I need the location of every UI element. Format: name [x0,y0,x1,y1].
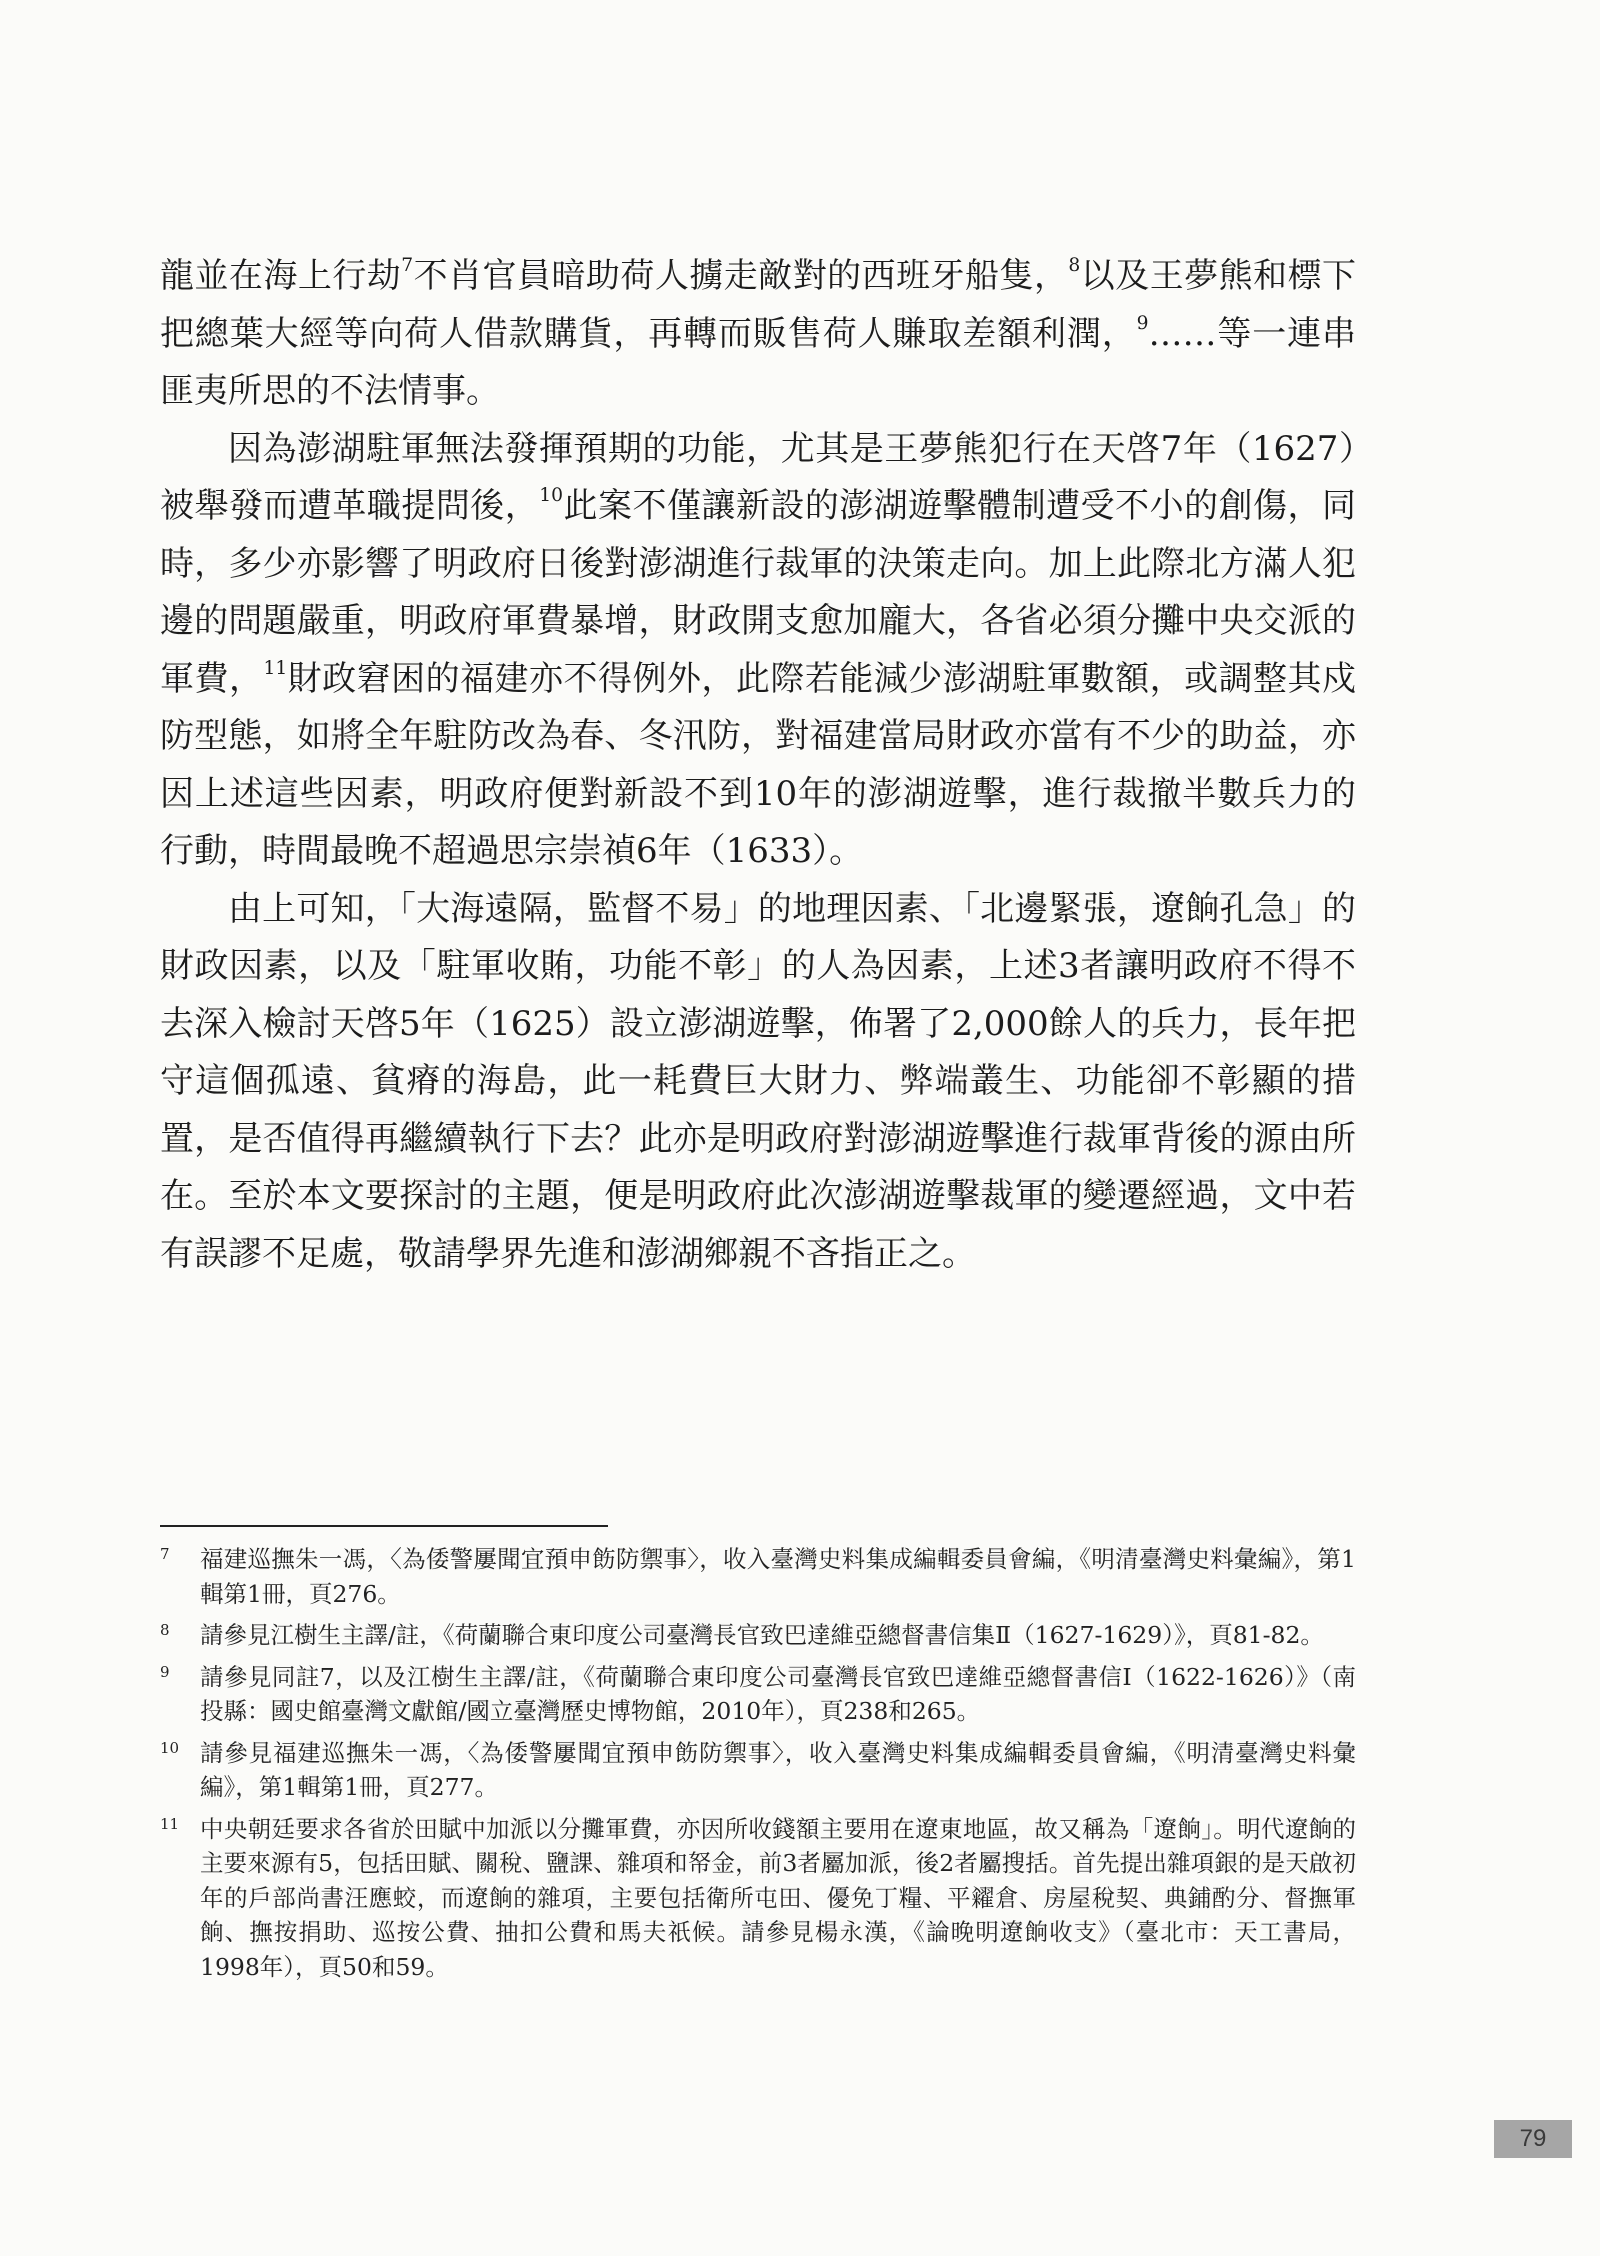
footnote-11 [160,1812,1356,1985]
footnote-ref: 8 [1068,255,1081,277]
footnote-separator [160,1525,608,1527]
footnote-text: 請參見福建巡撫朱一馮，〈為倭警屢聞宜預申飭防禦事〉，收入臺灣史料集成編輯委員會編，《明清臺灣史料彙編》，第1輯第1冊，頁277。 [200,1738,1356,1801]
footnote-number: 11 [160,1814,180,1833]
footnote-8 [160,1618,1356,1653]
footnotes [160,1542,1356,1991]
page-number: 79 [1494,2120,1572,2158]
paragraph-2 [160,421,1356,881]
text-run: 以及王夢熊和標下把總葉大經等向荷人借款購貨，再轉而販售荷人賺取差額利潤， [160,256,1357,354]
footnote-number: 10 [160,1738,180,1757]
footnote-10 [160,1736,1356,1805]
footnote-ref: 10 [539,485,564,507]
paragraph-1 [160,248,1356,421]
text-run: 龍並在海上行劫 [160,256,402,296]
text-run: 不肖官員暗助荷人擄走敵對的西班牙船隻， [413,256,1069,296]
paragraph-3: 由上可知，「大海遠隔，監督不易」的地理因素、「北邊緊張，遼餉孔急」的財政因素，以及「駐軍收賄，功能不彰」的人為因素，上述3者讓明政府不得不去深入檢討天啓5年（1625）設立澎湖遊擊，佈署了2,000餘人的兵力，長年把守這個孤遠、貧瘠的海島，此一耗費巨大財力、弊端叢生、功能卻不彰顯的措置，是否值得再繼續執行下去？此亦是明政府對澎湖遊擊進行裁軍背後的源由所在。至於本文要探討的主題，便是明政府此次澎湖遊擊裁軍的變遷經過，文中若有誤謬不足處，敬請學界先進和澎湖鄉親不吝指正之。 [160,888,1356,1274]
footnote-text: 請參見江樹生主譯/註，《荷蘭聯合東印度公司臺灣長官致巴達維亞總督書信集Ⅱ（1627-1629）》，頁81-82。 [200,1621,1324,1649]
text-run: 因為澎湖駐軍無法發揮預期的功能，尤其是王夢熊犯行在天啓7年（1627）被舉發而遭革職提問後， [160,428,1356,526]
footnote-ref: 9 [1136,312,1149,334]
footnote-ref: 7 [401,255,414,277]
footnote-number: 7 [160,1545,170,1563]
main-text [160,248,1356,1283]
text-run: ……等一連串匪夷所思的不法情事。 [160,313,1356,411]
footnote-text: 請參見同註7，以及江樹生主譯/註，《荷蘭聯合東印度公司臺灣長官致巴達維亞總督書信Ⅰ（1622-1626）》（南投縣：國史館臺灣文獻館/國立臺灣歷史博物館，2010年），頁238和265。 [200,1662,1356,1725]
footnote-number: 9 [160,1662,170,1681]
footnote-number: 8 [160,1621,170,1639]
footnote-text: 中央朝廷要求各省於田賦中加派以分攤軍費，亦因所收錢額主要用在遼東地區，故又稱為「遼餉」。明代遼餉的主要來源有5，包括田賦、關稅、鹽課、雜項和帑金，前3者屬加派，後2者屬搜括。首先提出雜項銀的是天啟初年的戶部尚書汪應蛟，而遼餉的雜項，主要包括衛所屯田、優免丁糧、平糴倉、房屋稅契、典鋪酌分、督撫軍餉、撫按捐助、巡按公費、抽扣公費和馬夫祇候。請參見楊永漢，《論晚明遼餉收支》（臺北市：天工書局，1998年），頁50和59。 [200,1814,1356,1981]
text-run: 此案不僅讓新設的澎湖遊擊體制遭受不小的創傷，同時，多少亦影響了明政府日後對澎湖進行裁軍的決策走向。加上此際北方滿人犯邊的問題嚴重，明政府軍費暴增，財政開支愈加龐大，各省必須分攤中央交派的軍費， [160,486,1357,699]
footnote-ref: 11 [263,657,288,679]
footnote-text: 福建巡撫朱一馮，〈為倭警屢聞宜預申飭防禦事〉，收入臺灣史料集成編輯委員會編，《明清臺灣史料彙編》，第1輯第1冊，頁276。 [200,1545,1356,1608]
text-run: 財政窘困的福建亦不得例外，此際若能減少澎湖駐軍數額，或調整其戍防型態，如將全年駐防改為春、冬汛防，對福建當局財政亦當有不少的助益，亦因上述這些因素，明政府便對新設不到10年的澎湖遊擊，進行裁撤半數兵力的行動，時間最晚不超過思宗崇禎6年（1633）。 [160,658,1357,871]
footnote-7 [160,1542,1356,1611]
footnote-9 [160,1660,1356,1729]
